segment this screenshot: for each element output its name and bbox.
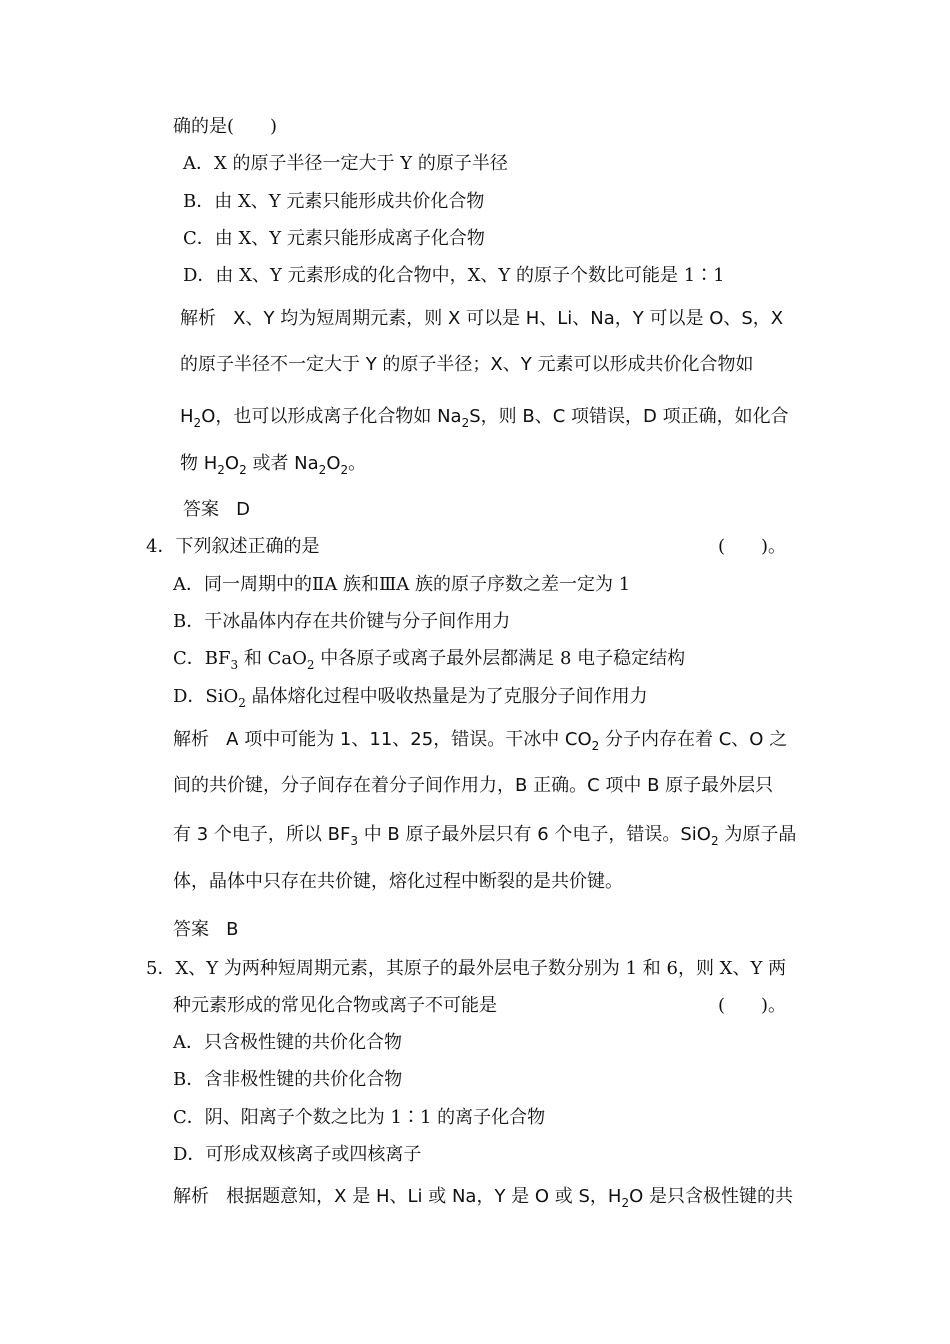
q4-option-b: B．干冰晶体内存在共价键与分子间作用力 xyxy=(173,611,511,632)
q4-analysis-line-3: 有 3 个电子，所以 $BF_3$ 中 B 原子最外层只有 6 个电子，错误。SiO$_2$ 为原子晶 xyxy=(173,824,797,848)
q3-option-d: D．由 X、Y 元素形成的化合物中，X、Y 的原子个数比可能是 1∶1 xyxy=(183,265,725,286)
q3-answer xyxy=(183,498,250,522)
q3-option-b: B．由 X、Y 元素只能形成共价化合物 xyxy=(183,191,485,212)
q5-analysis-line-1: 解析 根据题意知，X 是 H、Li 或 Na，Y 是 O 或 S，$H_2O$ 是只含极性键的共 xyxy=(173,1186,793,1210)
q4-stem: 4．下列叙述正确的是 xyxy=(146,536,320,557)
q5-stem-line-1: 5．X、Y 为两种短周期元素，其原子的最外层电子数分别为 1 和 6，则 X、Y 两 xyxy=(146,958,787,979)
q4-option-c: C．$BF_3$ 和 CaO$_2$ 中各原子或离子最外层都满足 8 电子稳定结构 xyxy=(173,648,686,672)
q3-answer-value: D xyxy=(236,499,251,520)
q4-answer-label: 答案 xyxy=(173,919,209,940)
q3-option-a: A．X 的原子半径一定大于 Y 的原子半径 xyxy=(183,153,508,174)
q4-analysis-line-2: 间的共价键，分子间存在着分子间作用力，B 正确。C 项中 B 原子最外层只 xyxy=(173,775,774,796)
q4-analysis-line-1: 解析 A 项中可能为 1、11、25，错误。干冰中 $CO_2$ 分子内存在着 C、O 之 xyxy=(173,729,788,753)
q4-option-d: D．SiO$_2$ 晶体熔化过程中吸收热量是为了克服分子间作用力 xyxy=(173,686,648,710)
q5-stem-line-2: 种元素形成的常见化合物或离子不可能是 xyxy=(173,995,497,1016)
q4-answer-paren: ( )。 xyxy=(718,536,787,557)
q3-analysis-label: 解析 xyxy=(180,308,216,329)
q3-option-c: C．由 X、Y 元素只能形成离子化合物 xyxy=(183,228,485,249)
q4-answer xyxy=(173,918,239,942)
q4-analysis-line-4: 体，晶体中只存在共价键，熔化过程中断裂的是共价键。 xyxy=(173,871,623,892)
q5-option-c: C．阴、阳离子个数之比为 1∶1 的离子化合物 xyxy=(173,1107,546,1128)
q4-analysis-label: 解析 xyxy=(173,729,209,750)
q5-option-d: D．可形成双核离子或四核离子 xyxy=(173,1144,422,1165)
q4-option-a: A．同一周期中的ⅡA 族和ⅢA 族的原子序数之差一定为 1 xyxy=(173,574,631,595)
q3-answer-label: 答案 xyxy=(183,499,219,520)
q5-option-a: A．只含极性键的共价化合物 xyxy=(173,1032,402,1053)
q5-answer-paren: ( )。 xyxy=(718,995,787,1016)
q3-analysis-line-3: $H_2O$，也可以形成离子化合物如 $Na_2S$，则 B、C 项错误，D 项正确，如化合 xyxy=(180,406,789,430)
q3-analysis-line-1: 解析 X、Y 均为短周期元素，则 X 可以是 H、Li、Na，Y 可以是 O、S，X xyxy=(180,308,784,329)
q3-analysis-line-2: 的原子半径不一定大于 Y 的原子半径；X、Y 元素可以形成共价化合物如 xyxy=(180,354,754,375)
q5-analysis-label: 解析 xyxy=(173,1186,209,1207)
q3-analysis-line-4: 物 $H_2O_2$ 或者 $Na_2O_2$。 xyxy=(180,453,367,477)
q3-stem-tail: 确的是( ) xyxy=(173,116,278,137)
q5-option-b: B．含非极性键的共价化合物 xyxy=(173,1069,403,1090)
q4-answer-value: B xyxy=(226,919,239,940)
